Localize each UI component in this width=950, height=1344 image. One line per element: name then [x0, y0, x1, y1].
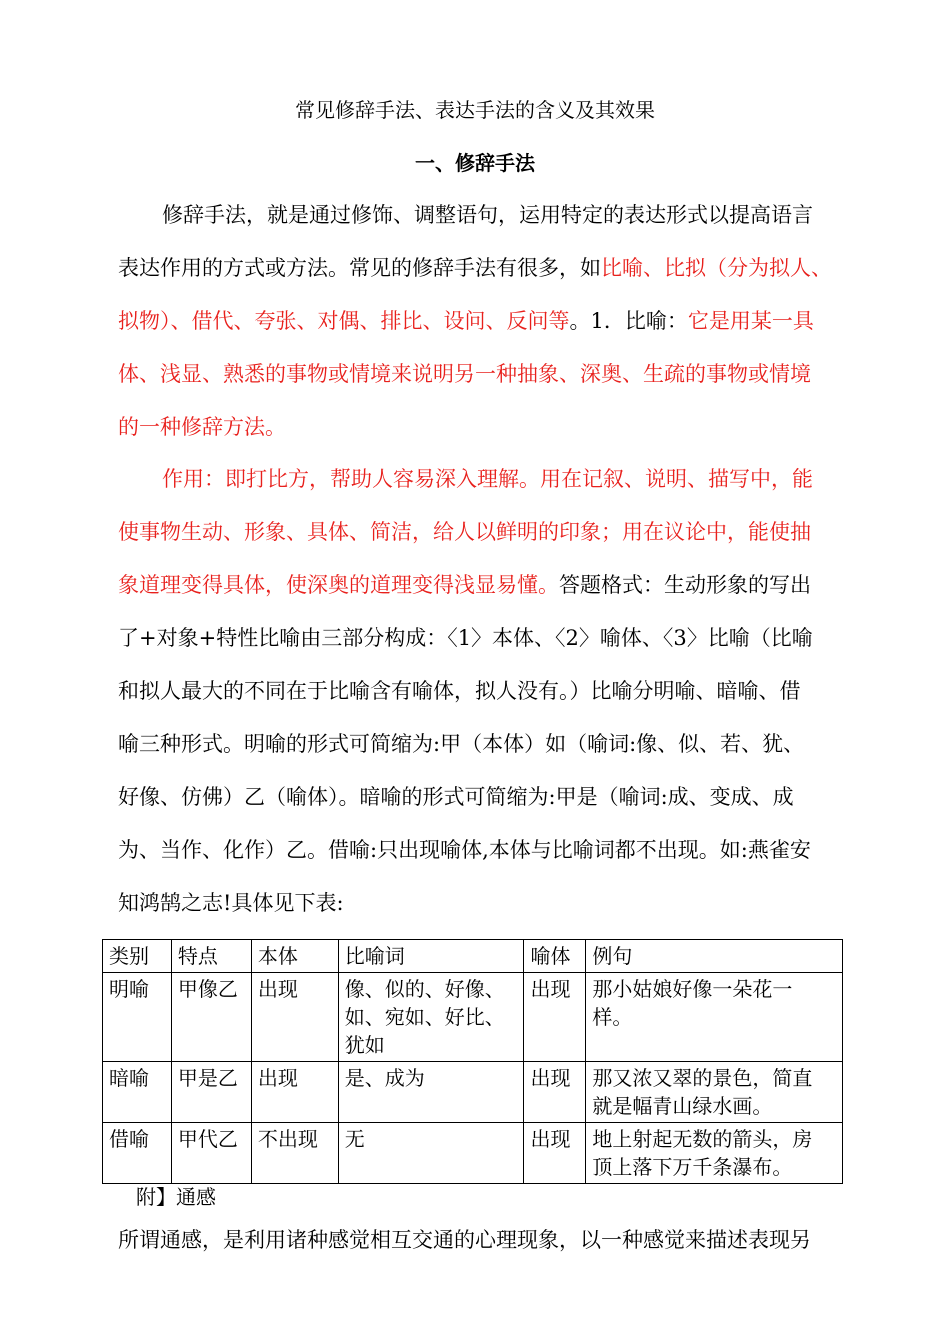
text-line: 和拟人最大的不同在于比喻含有喻体，拟人没有。）比喻分明喻、暗喻、借 — [118, 679, 801, 703]
text-span: 答题格式：生动形象的写出 — [559, 573, 811, 597]
table-cell: 甲是乙 — [171, 1062, 251, 1123]
text-line: 了+对象+特性比喻由三部分构成：〈1〉本体、〈2〉喻体、〈3〉比喻（比喻 — [118, 626, 813, 650]
section-heading: 一、修辞手法 — [415, 151, 535, 175]
highlighted-text: 象道理变得具体，使深奥的道理变得浅显易懂。 — [118, 573, 559, 597]
text-line: 知鸿鹄之志!具体见下表: — [118, 891, 344, 915]
highlighted-text: 比喻、比拟（分为拟人、 — [601, 256, 832, 280]
highlighted-text-line: 使事物生动、形象、具体、简洁，给人以鲜明的印象；用在议论中，能使抽 — [118, 520, 811, 544]
text-line — [118, 242, 838, 295]
table-cell: 出现 — [524, 1123, 586, 1184]
table-cell: 出现 — [524, 1062, 586, 1123]
table-row — [103, 1062, 843, 1123]
table-cell: 明喻 — [103, 973, 172, 1062]
table-cell: 不出现 — [251, 1123, 338, 1184]
table-cell: 无 — [338, 1123, 524, 1184]
text-span: 。1．比喻： — [569, 309, 688, 333]
cell-line: 就是幅青山绿水画。 — [592, 1094, 773, 1118]
text-span: 表达作用的方式或方法。常见的修辞手法有很多，如 — [118, 256, 601, 280]
cell-line: 地上射起无数的箭头，房 — [592, 1127, 813, 1151]
cell-line: 像、似的、好像、 — [344, 977, 505, 1001]
cell-line: 顶上落下万千条瀑布。 — [592, 1155, 793, 1179]
table-header-cell: 类别 — [103, 940, 172, 973]
appendix-label: 附】通感 — [136, 1185, 216, 1209]
cell-line: 那小姑娘好像一朵花一 — [592, 977, 793, 1001]
table-cell: 甲像乙 — [171, 973, 251, 1062]
table-header-cell: 本体 — [251, 940, 338, 973]
cell-line: 如、宛如、好比、 — [344, 1005, 505, 1029]
cell-line: 样。 — [592, 1005, 633, 1029]
text-line: 喻三种形式。明喻的形式可简缩为:甲（本体）如（喻词:像、似、若、犹、 — [118, 732, 805, 756]
table-cell — [586, 973, 843, 1062]
table-cell: 是、成为 — [338, 1062, 524, 1123]
text-line: 好像、仿佛）乙（喻体）。暗喻的形式可简缩为:甲是（喻词:成、变成、成 — [118, 785, 794, 809]
paragraph-synesthesia: 所谓通感，是利用诸种感觉相互交通的心理现象，以一种感觉来描述表现另 — [118, 1228, 811, 1252]
cell-line: 犹如 — [344, 1033, 385, 1057]
text-line: 为、当作、化作）乙。借喻:只出现喻体,本体与比喻词都不出现。如:燕雀安 — [118, 838, 811, 862]
table-cell: 出现 — [251, 973, 338, 1062]
text-line — [118, 559, 838, 612]
table-cell: 暗喻 — [103, 1062, 172, 1123]
paragraph-metaphor-effect — [118, 453, 838, 930]
text-line — [118, 295, 838, 348]
highlighted-text: 拟物）、借代、夸张、对偶、排比、设问、反问等 — [118, 309, 570, 333]
table-cell — [338, 973, 524, 1062]
paragraph-rhetoric-definition — [118, 189, 838, 454]
table-cell: 出现 — [524, 973, 586, 1062]
table-row — [103, 973, 843, 1062]
highlighted-text: 它是用某一具 — [687, 309, 814, 333]
table-header-cell: 特点 — [171, 940, 251, 973]
metaphor-types-table — [102, 939, 843, 1184]
highlighted-text-line: 的一种修辞方法。 — [118, 415, 286, 439]
table-cell — [586, 1062, 843, 1123]
highlighted-text-line: 作用：即打比方，帮助人容易深入理解。用在记叙、说明、描写中，能 — [162, 467, 813, 491]
table-header-cell: 比喻词 — [338, 940, 524, 973]
cell-line: 那又浓又翠的景色，简直 — [592, 1066, 813, 1090]
table-row — [103, 1123, 843, 1184]
table-cell: 甲代乙 — [171, 1123, 251, 1184]
table-header-row — [103, 940, 843, 973]
table-header-cell: 例句 — [586, 940, 843, 973]
table-cell: 借喻 — [103, 1123, 172, 1184]
document-title: 常见修辞手法、表达手法的含义及其效果 — [295, 98, 655, 122]
table-cell: 出现 — [251, 1062, 338, 1123]
table-header-cell: 喻体 — [524, 940, 586, 973]
text-line: 修辞手法，就是通过修饰、调整语句，运用特定的表达形式以提高语言 — [162, 203, 813, 227]
highlighted-text-line: 体、浅显、熟悉的事物或情境来说明另一种抽象、深奥、生疏的事物或情境 — [118, 362, 811, 386]
table-cell — [586, 1123, 843, 1184]
